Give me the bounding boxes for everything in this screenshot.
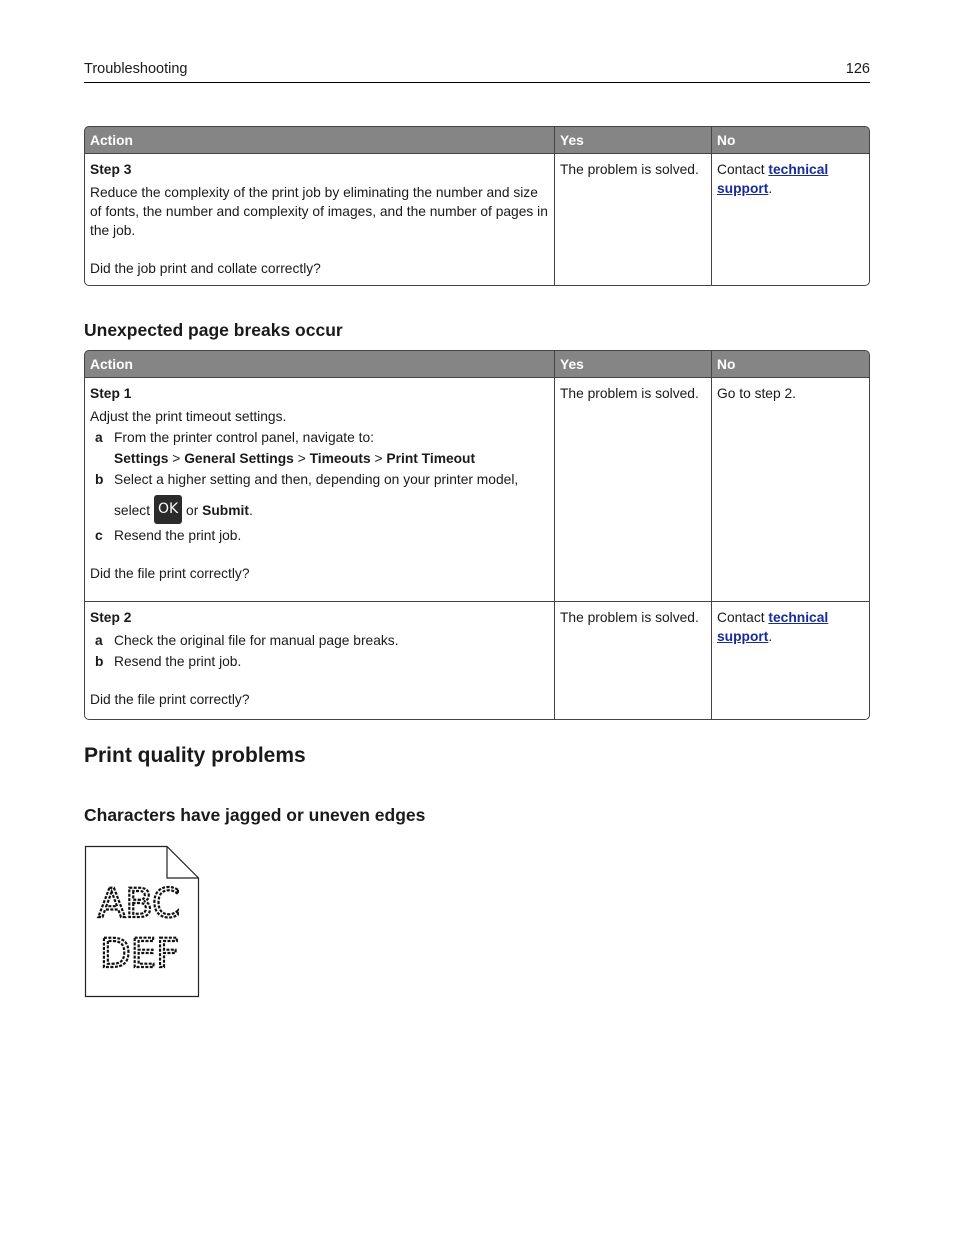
illustration-def: DEF: [100, 931, 180, 977]
unexpected-page-breaks-heading: Unexpected page breaks occur: [84, 320, 343, 340]
yes-cell: The problem is solved.: [555, 602, 712, 720]
step-question: Did the file print correctly?: [90, 566, 250, 581]
no-cell: [712, 602, 870, 720]
yes-cell: The problem is solved.: [555, 154, 712, 286]
action-cell: [84, 154, 555, 286]
header-section-title: Troubleshooting: [84, 61, 188, 77]
select-line: select OK or Submit.: [90, 495, 549, 524]
page-breaks-table: [84, 350, 870, 720]
column-header-action: Action: [84, 350, 555, 378]
table-row: [84, 154, 870, 286]
print-quality-heading: Print quality problems: [84, 744, 306, 767]
action-cell: [84, 378, 555, 602]
contact-prefix: Contact: [717, 162, 765, 177]
step-label: Step 3: [90, 162, 132, 177]
illustration-abc: ABC: [98, 881, 181, 927]
step-label: Step 2: [90, 610, 132, 625]
jagged-edges-heading: Characters have jagged or uneven edges: [84, 805, 426, 825]
period: .: [768, 181, 773, 196]
technical-support-link[interactable]: technical support: [717, 610, 829, 644]
top-troubleshooting-table: [84, 126, 870, 286]
no-cell: [712, 154, 870, 286]
yes-cell: The problem is solved.: [555, 378, 712, 602]
column-header-no: No: [712, 126, 870, 154]
ok-button-icon: OK: [154, 495, 182, 524]
substep-b: b Select a higher setting and then, depending on your printer model,: [95, 472, 519, 487]
period: .: [768, 629, 773, 644]
step-text: Reduce the complexity of the print job by eliminating the number and size of fonts, the number and complexity of images, and the number of pages in the job.: [90, 185, 548, 238]
column-header-action: Action: [84, 126, 555, 154]
column-header-no: No: [712, 350, 870, 378]
jagged-text-page-illustration: [84, 845, 200, 998]
page-number: 126: [845, 61, 870, 77]
page-header: [84, 60, 870, 83]
substep-c: c Resend the print job.: [95, 528, 242, 543]
substep-b: b Resend the print job.: [95, 654, 242, 669]
step-question: Did the job print and collate correctly?: [90, 261, 321, 276]
table-row: [84, 602, 870, 720]
menu-path: Settings > General Settings > Timeouts > Print Timeout: [114, 451, 476, 466]
substep-a: a Check the original file for manual page breaks.: [95, 633, 399, 648]
contact-prefix: Contact: [717, 610, 765, 625]
page-icon: [84, 845, 200, 998]
table-row: [84, 378, 870, 602]
column-header-yes: Yes: [555, 350, 712, 378]
column-header-yes: Yes: [555, 126, 712, 154]
step-label: Step 1: [90, 386, 132, 401]
step-question: Did the file print correctly?: [90, 692, 250, 707]
technical-support-link[interactable]: technical support: [717, 162, 829, 196]
no-cell: Go to step 2.: [712, 378, 870, 602]
substep-a: a From the printer control panel, navigate to:: [95, 430, 374, 445]
step-intro: Adjust the print timeout settings.: [90, 409, 287, 424]
action-cell: [84, 602, 555, 720]
